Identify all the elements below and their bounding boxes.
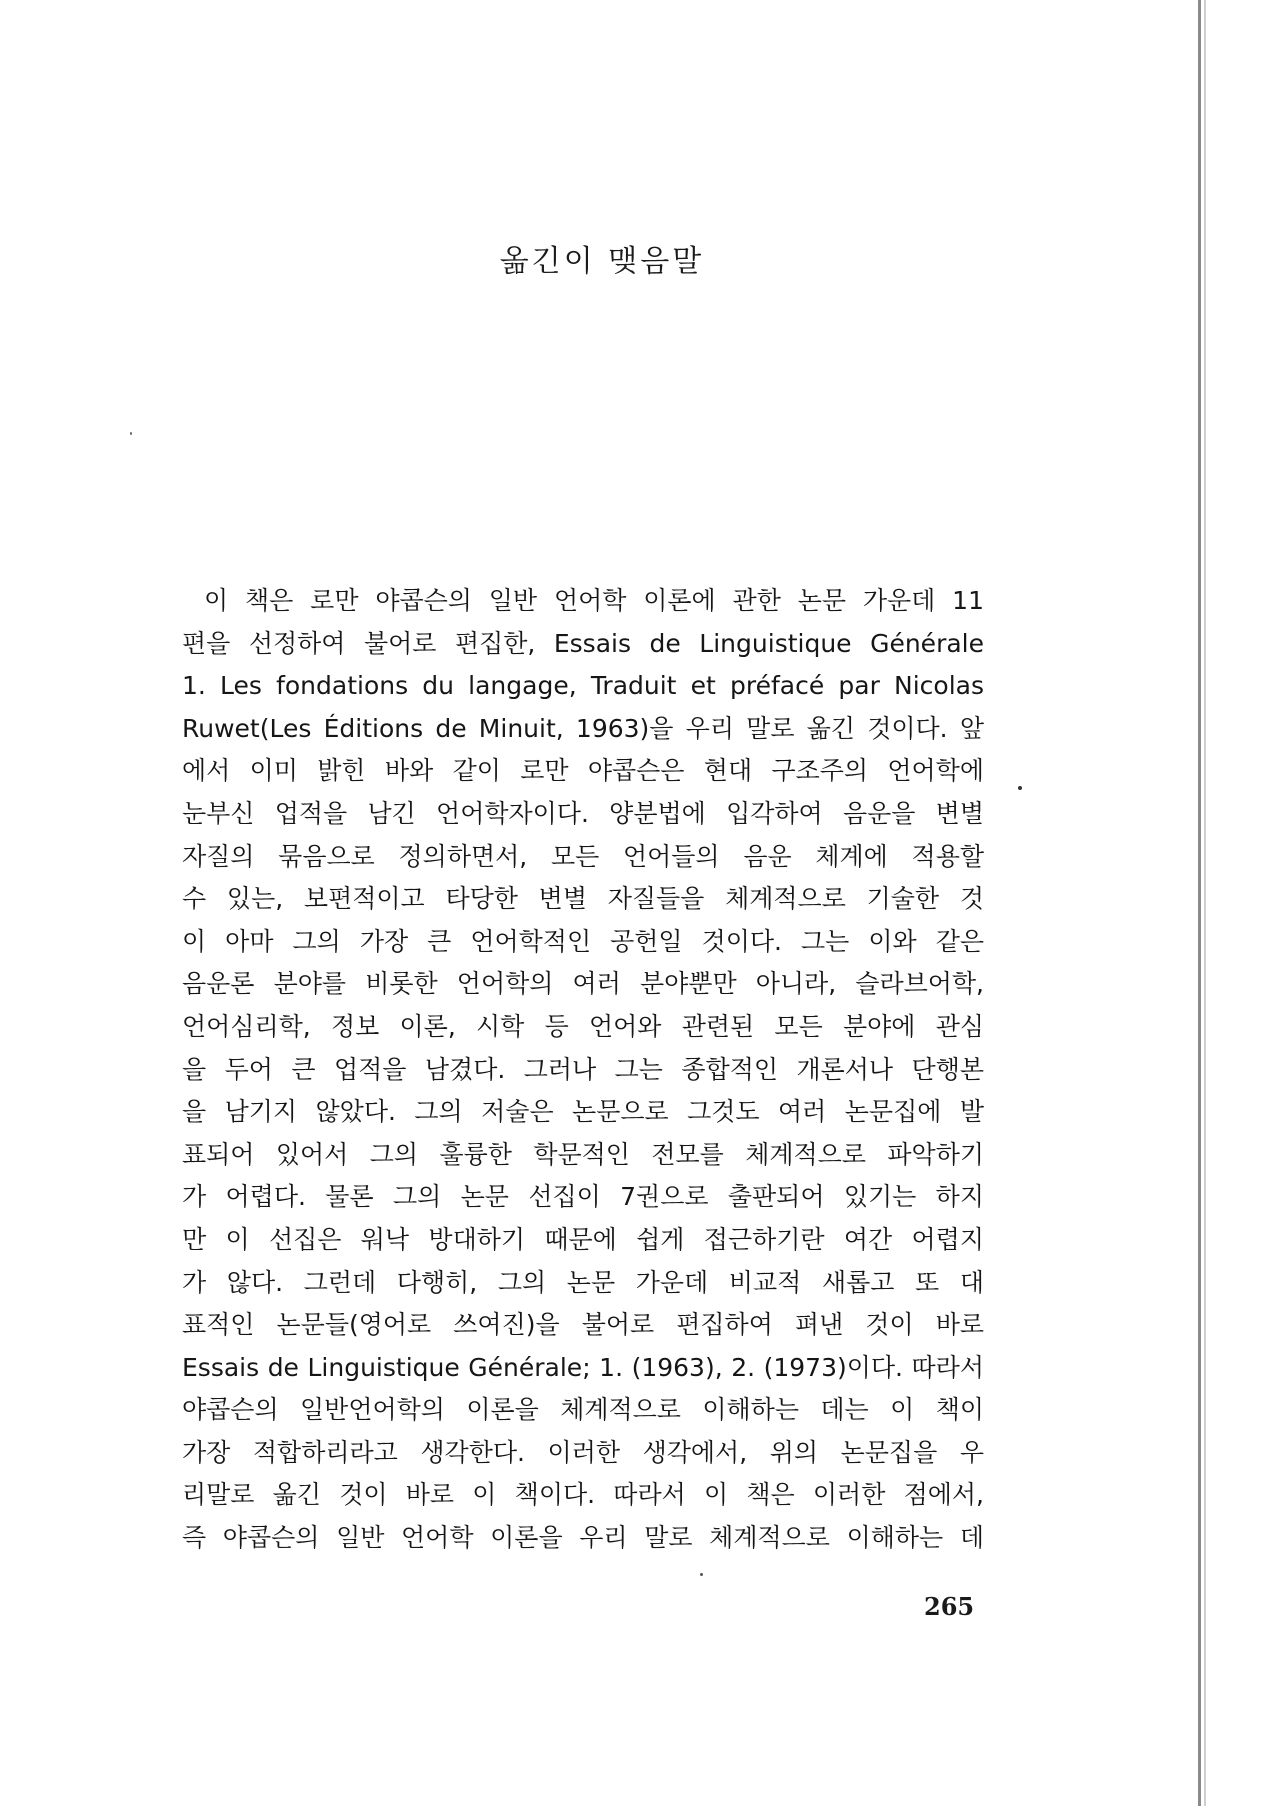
text-line: 눈부신 업적을 남긴 언어학자이다. 양분법에 입각하여 음운을 변별 (182, 798, 984, 828)
text-line: 을 남기지 않았다. 그의 저술은 논문으로 그것도 여러 논문집에 발 (182, 1097, 984, 1127)
text-line: 이 책은 로만 야콥슨의 일반 언어학 이론에 관한 논문 가운데 11 (204, 586, 984, 615)
text-line: 1. Les fondations du langage, Traduit et préfacé par Nicolas (182, 671, 984, 701)
scan-speck (1018, 786, 1022, 790)
page-edge-shadow (1198, 0, 1201, 1806)
text-line: 에서 이미 밝힌 바와 같이 로만 야콥슨은 현대 구조주의 언어학에 (182, 756, 984, 786)
text-line: 자질의 묶음으로 정의하면서, 모든 언어들의 음운 체계에 적용할 (182, 841, 984, 871)
page-edge (1204, 0, 1268, 1806)
text-line: 만 이 선집은 워낙 방대하기 때문에 쉽게 접근하기란 여간 어렵지 (182, 1224, 984, 1254)
text-line: 가장 적합하리라고 생각한다. 이러한 생각에서, 위의 논문집을 우 (182, 1437, 984, 1467)
text-line: 을 두어 큰 업적을 남겼다. 그러나 그는 종합적인 개론서나 단행본 (182, 1054, 984, 1084)
page-title: 옮긴이 맺음말 (499, 244, 705, 279)
text-line: 즉 야콥슨의 일반 언어학 이론을 우리 말로 체계적으로 이해하는 데 (182, 1523, 984, 1553)
text-line: 표적인 논문들(영어로 쓰여진)을 불어로 편집하여 펴낸 것이 바로 (182, 1310, 984, 1340)
body-paragraph (182, 580, 984, 1560)
scan-speck (130, 432, 132, 435)
text-line: 언어심리학, 정보 이론, 시학 등 언어와 관련된 모든 분야에 관심 (182, 1011, 984, 1041)
text-line: 리말로 옮긴 것이 바로 이 책이다. 따라서 이 책은 이러한 점에서, (182, 1480, 984, 1510)
page-number: 265 (924, 1592, 975, 1621)
text-line: 가 않다. 그런데 다행히, 그의 논문 가운데 비교적 새롭고 또 대 (182, 1267, 984, 1297)
text-line: 표되어 있어서 그의 훌륭한 학문적인 전모를 체계적으로 파악하기 (182, 1139, 984, 1169)
text-line: 편을 선정하여 불어로 편집한, Essais de Linguistique Générale (182, 628, 984, 658)
text-line: 음운론 분야를 비롯한 언어학의 여러 분야뿐만 아니라, 슬라브어학, (182, 969, 984, 999)
text-line: Ruwet(Les Éditions de Minuit, 1963)을 우리 말로 옮긴 것이다. 앞 (182, 713, 984, 743)
text-line: 수 있는, 보편적이고 타당한 변별 자질들을 체계적으로 기술한 것 (182, 884, 984, 914)
text-line: 가 어렵다. 물론 그의 논문 선집이 7권으로 출판되어 있기는 하지 (182, 1182, 984, 1212)
text-line: 야콥슨의 일반언어학의 이론을 체계적으로 이해하는 데는 이 책이 (182, 1395, 984, 1425)
text-line: 이 아마 그의 가장 큰 언어학적인 공헌일 것이다. 그는 이와 같은 (182, 926, 984, 956)
scan-speck (700, 1573, 703, 1576)
text-line: Essais de Linguistique Générale; 1. (1963), 2. (1973)이다. 따라서 (182, 1352, 984, 1382)
page-edge-highlight (1204, 0, 1206, 1806)
